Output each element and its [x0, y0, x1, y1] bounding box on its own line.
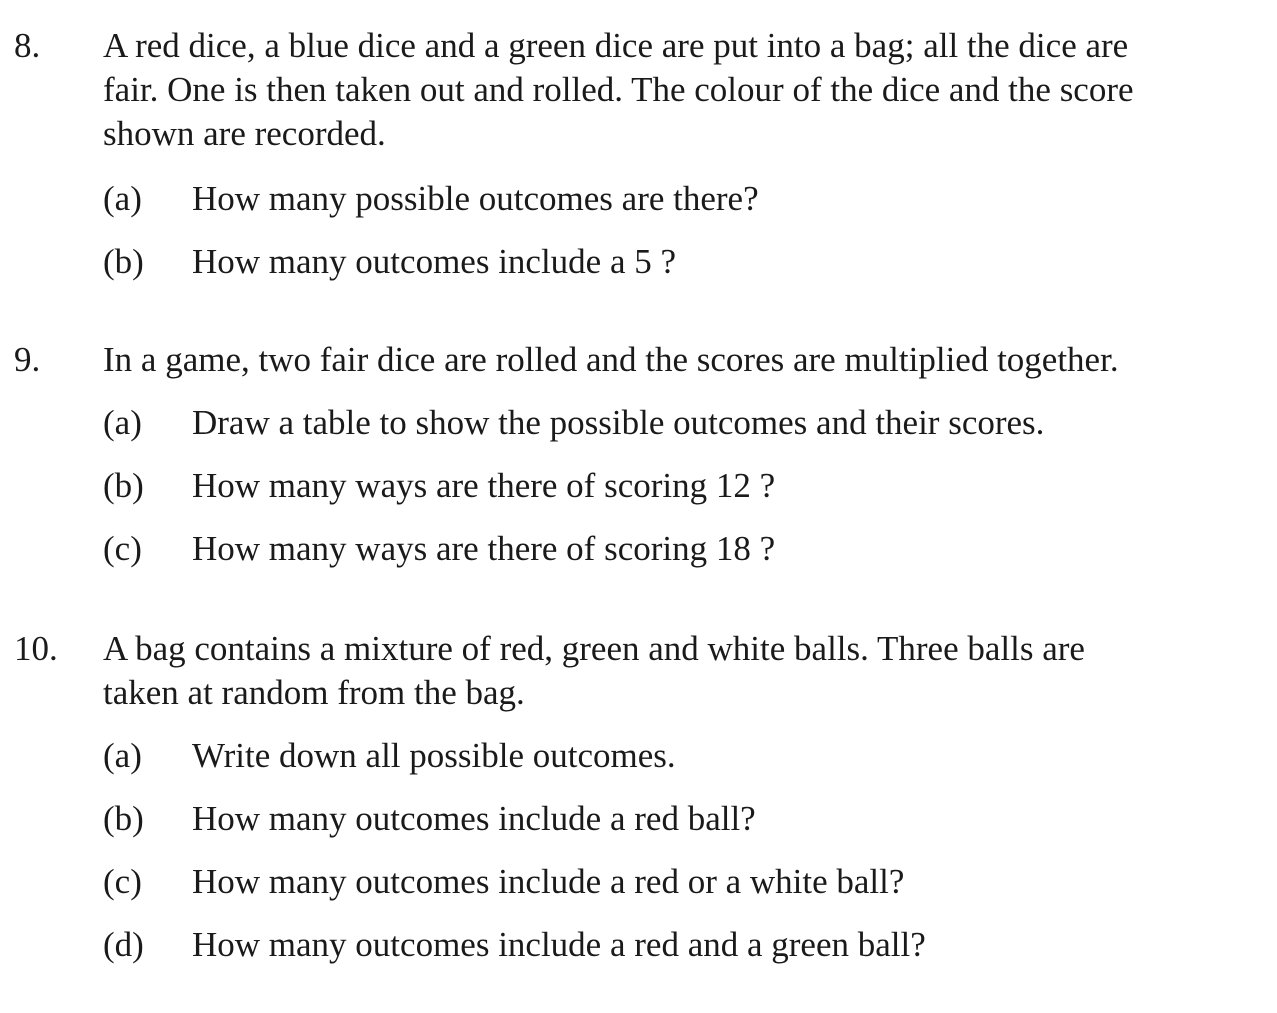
- part-label: (c): [103, 529, 142, 568]
- part-label: (d): [103, 925, 144, 964]
- part-text: How many outcomes include a red ball?: [192, 799, 756, 838]
- question-part-b: [103, 464, 1253, 508]
- question-part-a: [103, 734, 1253, 778]
- part-text: How many ways are there of scoring 12 ?: [192, 466, 776, 505]
- part-text: Draw a table to show the possible outcomes and their scores.: [192, 403, 1045, 442]
- question-number: 10.: [14, 629, 58, 668]
- part-label: (b): [103, 242, 144, 281]
- stem-line: shown are recorded.: [103, 114, 386, 153]
- part-label: (b): [103, 466, 144, 505]
- part-label: (b): [103, 799, 144, 838]
- part-label: (a): [103, 403, 142, 442]
- part-text: How many outcomes include a red or a white ball?: [192, 862, 905, 901]
- question-part-c: [103, 527, 1253, 571]
- stem-line: A red dice, a blue dice and a green dice are put into a bag; all the dice are: [103, 26, 1129, 65]
- question-stem: [103, 627, 1253, 715]
- question-number: 9.: [14, 340, 41, 379]
- question-number: 8.: [14, 26, 41, 65]
- stem-line: taken at random from the bag.: [103, 673, 525, 712]
- part-text: How many outcomes include a 5 ?: [192, 242, 677, 281]
- stem-line: fair. One is then taken out and rolled. The colour of the dice and the score: [103, 70, 1134, 109]
- part-text: Write down all possible outcomes.: [192, 736, 676, 775]
- question-stem: [103, 338, 1253, 382]
- question-part-d: [103, 923, 1253, 967]
- question-part-b: [103, 240, 1253, 284]
- question-part-a: [103, 401, 1253, 445]
- part-label: (a): [103, 736, 142, 775]
- question-part-a: [103, 177, 1253, 221]
- question-part-c: [103, 860, 1253, 904]
- part-text: How many possible outcomes are there?: [192, 179, 759, 218]
- stem-line: A bag contains a mixture of red, green and white balls. Three balls are: [103, 629, 1085, 668]
- question-part-b: [103, 797, 1253, 841]
- stem-line: In a game, two fair dice are rolled and the scores are multiplied together.: [103, 340, 1119, 379]
- question-stem: [103, 24, 1253, 156]
- part-label: (c): [103, 862, 142, 901]
- part-label: (a): [103, 179, 142, 218]
- part-text: How many ways are there of scoring 18 ?: [192, 529, 776, 568]
- part-text: How many outcomes include a red and a green ball?: [192, 925, 926, 964]
